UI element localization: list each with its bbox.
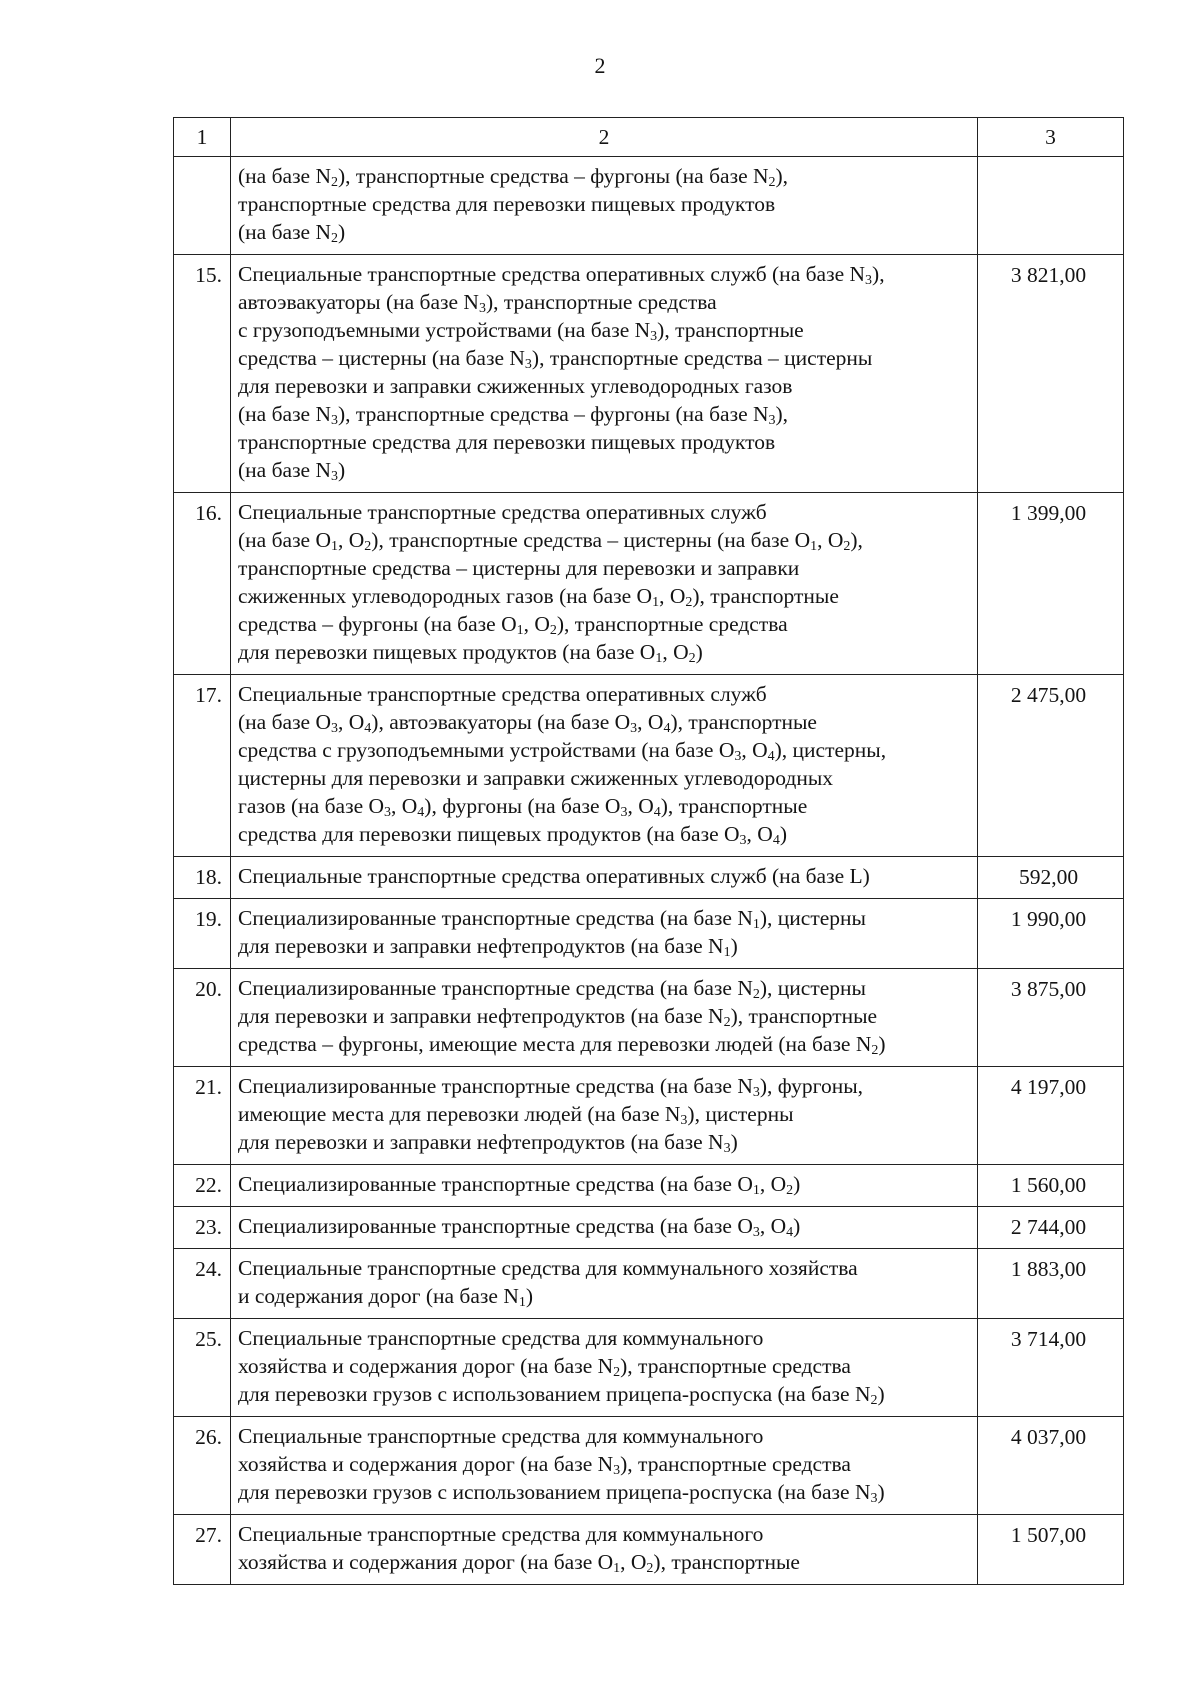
table-row bbox=[174, 675, 1124, 857]
row-value: 1 507,00 bbox=[978, 1515, 1124, 1585]
row-value: 4 197,00 bbox=[978, 1067, 1124, 1165]
description-line: цистерны для перевозки и заправки сжиженных углеводородных bbox=[238, 766, 834, 790]
table-row bbox=[174, 1249, 1124, 1319]
row-description bbox=[231, 1417, 978, 1515]
table-row bbox=[174, 857, 1124, 899]
table-row bbox=[174, 1067, 1124, 1165]
table-body bbox=[174, 157, 1124, 1585]
description-line: Специальные транспортные средства оперативных служб (на базе $N_3$), bbox=[238, 262, 885, 288]
row-description bbox=[231, 899, 978, 969]
description-line: транспортные средства для перевозки пищевых продуктов bbox=[238, 430, 776, 454]
table-row bbox=[174, 1515, 1124, 1585]
row-number: 24. bbox=[174, 1249, 231, 1319]
page-number: 2 bbox=[594, 53, 606, 78]
table-row bbox=[174, 493, 1124, 675]
table-row bbox=[174, 157, 1124, 255]
description-line: (на базе $N_3$) bbox=[238, 458, 346, 484]
row-number: 23. bbox=[174, 1207, 231, 1249]
description-line: хозяйства и содержания дорог (на базе $N_2$), транспортные средства bbox=[238, 1354, 851, 1380]
row-number: 15. bbox=[174, 255, 231, 493]
row-number: 18. bbox=[174, 857, 231, 899]
description-line: (на базе $N_3$), транспортные средства – фургоны (на базе $N_3$), bbox=[238, 402, 789, 428]
tariff-table bbox=[173, 117, 1124, 1585]
row-number: 27. bbox=[174, 1515, 231, 1585]
table-row bbox=[174, 1319, 1124, 1417]
row-description bbox=[231, 1165, 978, 1207]
row-number: 19. bbox=[174, 899, 231, 969]
row-value: 1 399,00 bbox=[978, 493, 1124, 675]
header-cell-1: 1 bbox=[174, 118, 231, 157]
description-line: для перевозки грузов с использованием прицепа-роспуска (на базе $N_2$) bbox=[238, 1382, 885, 1408]
row-number bbox=[174, 157, 231, 255]
row-description bbox=[231, 1249, 978, 1319]
row-value: 3 875,00 bbox=[978, 969, 1124, 1067]
description-line: (на базе $N_2$) bbox=[238, 220, 346, 246]
row-number: 21. bbox=[174, 1067, 231, 1165]
row-value: 592,00 bbox=[978, 857, 1124, 899]
row-value: 4 037,00 bbox=[978, 1417, 1124, 1515]
description-line: Специальные транспортные средства оперативных служб bbox=[238, 682, 767, 706]
description-line: для перевозки и заправки нефтепродуктов (на базе $N_3$) bbox=[238, 1130, 738, 1156]
row-value: 1 883,00 bbox=[978, 1249, 1124, 1319]
row-description bbox=[231, 675, 978, 857]
description-line: средства с грузоподъемными устройствами (на базе $O_3$, $O_4$), цистерны, bbox=[238, 738, 887, 764]
row-number: 25. bbox=[174, 1319, 231, 1417]
row-value: 3 821,00 bbox=[978, 255, 1124, 493]
description-line: средства – фургоны (на базе $O_1$, $O_2$), транспортные средства bbox=[238, 612, 788, 638]
row-value: 1 560,00 bbox=[978, 1165, 1124, 1207]
description-line: транспортные средства для перевозки пищевых продуктов bbox=[238, 192, 776, 216]
row-number: 16. bbox=[174, 493, 231, 675]
description-line: для перевозки и заправки сжиженных углеводородных газов bbox=[238, 374, 793, 398]
description-line: транспортные средства – цистерны для перевозки и заправки bbox=[238, 556, 800, 580]
description-line: Специальные транспортные средства для коммунального хозяйства bbox=[238, 1256, 858, 1280]
table-row bbox=[174, 969, 1124, 1067]
row-description bbox=[231, 969, 978, 1067]
description-line: газов (на базе $O_3$, $O_4$), фургоны (на базе $O_3$, $O_4$), транспортные bbox=[238, 794, 808, 820]
header-cell-3: 3 bbox=[978, 118, 1124, 157]
description-line: Специальные транспортные средства для коммунального bbox=[238, 1326, 764, 1350]
description-line: Специализированные транспортные средства (на базе $O_1$, $O_2$) bbox=[238, 1172, 801, 1198]
description-line: и содержания дорог (на базе $N_1$) bbox=[238, 1284, 534, 1310]
row-number: 20. bbox=[174, 969, 231, 1067]
description-line: Специальные транспортные средства для коммунального bbox=[238, 1424, 764, 1448]
description-line: Специальные транспортные средства для коммунального bbox=[238, 1522, 764, 1546]
row-description bbox=[231, 1319, 978, 1417]
table-row bbox=[174, 1165, 1124, 1207]
description-line: (на базе $N_2$), транспортные средства – фургоны (на базе $N_2$), bbox=[238, 164, 789, 190]
row-description bbox=[231, 1515, 978, 1585]
description-line: средства для перевозки пищевых продуктов (на базе $O_3$, $O_4$) bbox=[238, 822, 787, 848]
row-description bbox=[231, 157, 978, 255]
description-line: для перевозки грузов с использованием прицепа-роспуска (на базе $N_3$) bbox=[238, 1480, 885, 1506]
table-row bbox=[174, 1417, 1124, 1515]
description-line: хозяйства и содержания дорог (на базе $N_3$), транспортные средства bbox=[238, 1452, 851, 1478]
description-line: средства – цистерны (на базе $N_3$), транспортные средства – цистерны bbox=[238, 346, 873, 372]
row-value bbox=[978, 157, 1124, 255]
row-value: 1 990,00 bbox=[978, 899, 1124, 969]
description-line: Специализированные транспортные средства (на базе $N_2$), цистерны bbox=[238, 976, 866, 1002]
row-value: 2 744,00 bbox=[978, 1207, 1124, 1249]
description-line: с грузоподъемными устройствами (на базе $N_3$), транспортные bbox=[238, 318, 804, 344]
row-description bbox=[231, 857, 978, 899]
row-number: 22. bbox=[174, 1165, 231, 1207]
row-value: 2 475,00 bbox=[978, 675, 1124, 857]
description-line: Специализированные транспортные средства (на базе $N_1$), цистерны bbox=[238, 906, 866, 932]
row-description bbox=[231, 1207, 978, 1249]
description-line: для перевозки и заправки нефтепродуктов (на базе $N_2$), транспортные bbox=[238, 1004, 878, 1030]
description-line: Специальные транспортные средства оперативных служб bbox=[238, 500, 767, 524]
table-row bbox=[174, 255, 1124, 493]
description-line: хозяйства и содержания дорог (на базе $O_1$, $O_2$), транспортные bbox=[238, 1550, 800, 1576]
table-row bbox=[174, 899, 1124, 969]
table-row bbox=[174, 1207, 1124, 1249]
description-line: (на базе $O_3$, $O_4$), автоэвакуаторы (на базе $O_3$, $O_4$), транспортные bbox=[238, 710, 817, 736]
description-line: имеющие места для перевозки людей (на базе $N_3$), цистерны bbox=[238, 1102, 794, 1128]
row-description bbox=[231, 1067, 978, 1165]
row-description bbox=[231, 255, 978, 493]
description-line: автоэвакуаторы (на базе $N_3$), транспортные средства bbox=[238, 290, 717, 316]
header-cell-2: 2 bbox=[231, 118, 978, 157]
description-line: Специализированные транспортные средства (на базе $N_3$), фургоны, bbox=[238, 1074, 864, 1100]
description-line: (на базе $O_1$, $O_2$), транспортные средства – цистерны (на базе $O_1$, $O_2$), bbox=[238, 528, 863, 554]
description-line: Специализированные транспортные средства (на базе $O_3$, $O_4$) bbox=[238, 1214, 801, 1240]
header-row bbox=[174, 118, 1124, 157]
row-value: 3 714,00 bbox=[978, 1319, 1124, 1417]
row-number: 26. bbox=[174, 1417, 231, 1515]
description-line: для перевозки и заправки нефтепродуктов (на базе $N_1$) bbox=[238, 934, 738, 960]
description-line: средства – фургоны, имеющие места для перевозки людей (на базе $N_2$) bbox=[238, 1032, 886, 1058]
row-description bbox=[231, 493, 978, 675]
description-line: сжиженных углеводородных газов (на базе $O_1$, $O_2$), транспортные bbox=[238, 584, 839, 610]
description-line: для перевозки пищевых продуктов (на базе $O_1$, $O_2$) bbox=[238, 640, 703, 666]
row-number: 17. bbox=[174, 675, 231, 857]
description-line: Специальные транспортные средства оперативных служб (на базе L) bbox=[238, 864, 870, 888]
table-header bbox=[174, 118, 1124, 157]
